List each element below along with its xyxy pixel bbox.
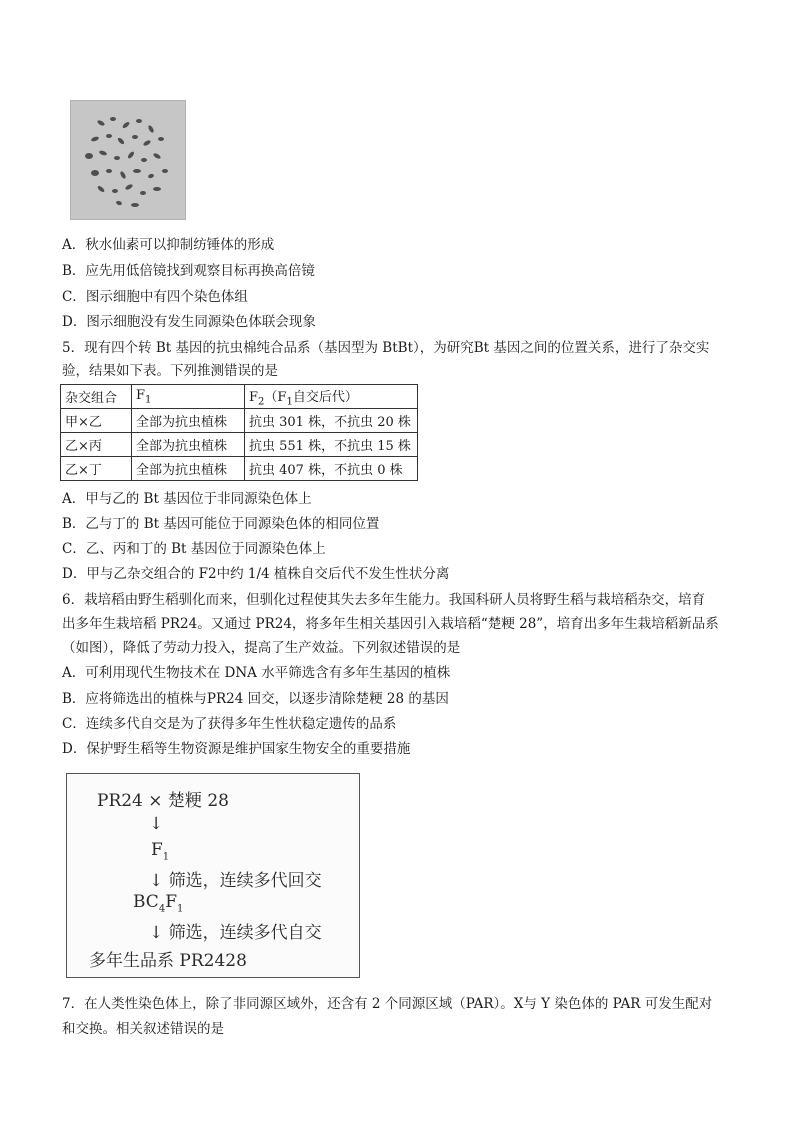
table-header-cell: $F_1$ [132, 385, 245, 409]
q5-option-c: C．乙、丙和丁的 Bt 基因位于同源染色体上 [62, 541, 326, 557]
table-header-cell: $F_2(F_1$自交后代） [245, 385, 418, 409]
table-header-row [61, 385, 418, 409]
q5-stem-line1: 5．现有四个转 Bt 基因的抗虫棉纯合品系（基因型为 BtBt），为研究Bt 基因之间的位置关系，进行了杂交实 [62, 340, 710, 356]
q7-stem-line1: 7．在人类性染色体上，除了非同源区域外，还含有 2 个同源区域（PAR）。X与 Y 染色体的 PAR 可发生配对 [62, 996, 713, 1012]
table-cell: 抗虫 551 株，不抗虫 15 株 [245, 433, 418, 457]
q6-stem-line2: 出多年生栽培稻 PR24。又通过 PR24，将多年生相关基因引入栽培稻“楚粳 28”，培育出多年生栽培稻新品系 [62, 616, 719, 632]
table-cell: 全部为抗虫植株 [132, 433, 245, 457]
q5-option-b: B．乙与丁的 Bt 基因可能位于同源染色体的相同位置 [62, 516, 380, 532]
breeding-flow-diagram [66, 773, 360, 978]
q4-option-d: D．图示细胞没有发生同源染色体联会现象 [62, 314, 316, 330]
table-cell: 全部为抗虫植株 [132, 409, 245, 433]
table-row [61, 409, 418, 433]
q6-stem-line3: （如图），降低了劳动力投入，提高了生产效益。下列叙述错误的是 [62, 640, 461, 656]
table-cell: 全部为抗虫植株 [132, 457, 245, 481]
q5-option-d: D．甲与乙杂交组合的 F2中约 1/4 植株自交后代不发生性状分离 [62, 566, 450, 582]
q4-option-c: C．图示细胞中有四个染色体组 [62, 289, 248, 305]
table-cell: 甲×乙 [61, 409, 132, 433]
q6-option-c: C．连续多代自交是为了获得多年生性状稳定遗传的品系 [62, 716, 397, 732]
table-cell: 抗虫 407 株，不抗虫 0 株 [245, 457, 418, 481]
chromosome-spread-image [71, 101, 185, 219]
table-cell: 乙×丙 [61, 433, 132, 457]
table-header-cell: 杂交组合 [61, 385, 132, 409]
flow-bc4f1: $BC_4F_1$ [133, 892, 184, 915]
table-cell: 乙×丁 [61, 457, 132, 481]
table-row [61, 457, 418, 481]
q4-option-a: A．秋水仙素可以抑制纺锤体的形成 [62, 237, 275, 253]
flow-cross: PR24 × 楚粳 28 [97, 791, 229, 811]
flow-backcross-step: ↓ 筛选，连续多代回交 [149, 871, 322, 891]
q7-stem-line2: 和交换。相关叙述错误的是 [62, 1021, 224, 1037]
table-cell: 抗虫 301 株，不抗虫 20 株 [245, 409, 418, 433]
q6-option-d: D．保护野生稻等生物资源是维护国家生物安全的重要措施 [62, 741, 411, 757]
q6-option-b: B．应将筛选出的植株与PR24 回交，以逐步清除楚粳 28 的基因 [62, 691, 449, 707]
q4-option-b: B．应先用低倍镜找到观察目标再换高倍镜 [62, 263, 315, 279]
q5-option-a: A．甲与乙的 Bt 基因位于非同源染色体上 [62, 491, 312, 507]
flow-selfing-step: ↓ 筛选，连续多代自交 [149, 923, 322, 943]
cross-result-table [60, 384, 418, 481]
flow-f1: $F_1$ [151, 840, 170, 863]
q6-stem-line1: 6．栽培稻由野生稻驯化而来，但驯化过程使其失去多年生能力。我国科研人员将野生稻与栽培稻杂交，培育 [62, 592, 706, 608]
flow-result: 多年生品系 PR2428 [89, 951, 247, 971]
q5-stem-line2: 验，结果如下表。下列推测错误的是 [62, 363, 278, 379]
chromosome-micrograph [70, 100, 186, 220]
flow-arrow: ↓ [149, 814, 164, 834]
table-row [61, 433, 418, 457]
q6-option-a: A．可利用现代生物技术在 DNA 水平筛选含有多年生基因的植株 [62, 665, 451, 681]
